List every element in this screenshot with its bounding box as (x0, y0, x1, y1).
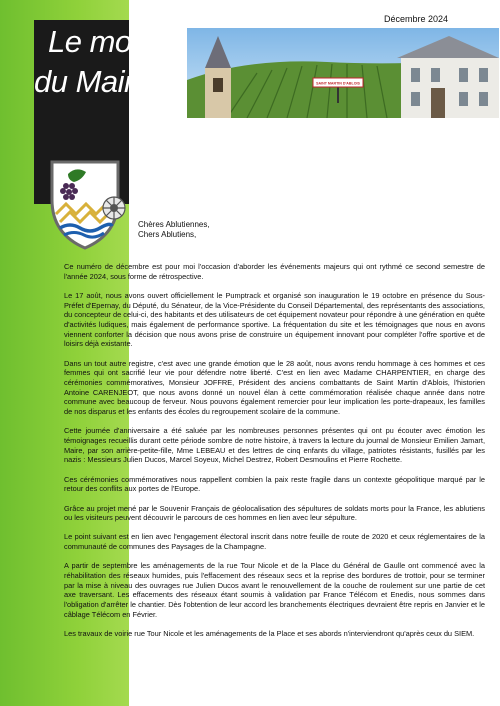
village-banner-image (187, 28, 499, 118)
title-line-1: Le mot (48, 24, 140, 59)
title-line-2: du Maire (34, 64, 151, 99)
paragraph: Dans un tout autre registre, c'est avec une grande émotion que le 28 août, nous avons rendu hommage à ces hommes et ces femmes qui ont sacrifié leur vie pour défendre notre liberté. C'est en lien avec Madame CHARPENTIER, en charge des cérémonies commémoratives, Monsieur JOFFRE, Président des anciens combattants de Saint Martin d'Ablois, l'historien Antoine CARENJEOT, que nous avons donné un nouvel élan à cette commémoration réalisée chaque année dans notre commune avec beaucoup de ferveur. Nous pouvons également remercier pour leur implication les porte-drapeaux, les familles de nos disparus et les enfants des écoles du regroupement scolaire de la commune. (64, 358, 485, 417)
issue-date: Décembre 2024 (384, 14, 449, 24)
paragraph: Grâce au projet mené par le Souvenir Français de géolocalisation des sépultures de soldats morts pour la France, les ablutiens ou les visiteurs peuvent découvrir le parcours de ces hommes en lien avec leur sépulture. (64, 503, 485, 523)
greeting-line-2: Chers Ablutiens, (138, 230, 197, 239)
greeting (138, 220, 210, 240)
paragraph: Le 17 août, nous avons ouvert officiellement le Pumptrack et organisé son inauguration le 19 octobre en présence du Sous-Préfet d'Epernay, du Député, du Sénateur, de la Vice-Présidente du Conseil Départemental, des représentants des associations, du concepteur de celui-ci, des habitants et des utilisateurs de cet équipement novateur pour répondre à une génération en quête d'activités ludiques, mais également de performance sportive. La fréquentation du site et les témoignages que nous en avons viennent conforter la décision que nous avons prise de construire un équipement innovant pour compléter l'offre sportive et de loisirs déjà existante. (64, 290, 485, 349)
paragraph: Cette journée d'anniversaire a été saluée par les nombreuses personnes présentes qui ont pu écouter avec émotion les témoignages recueillis durant cette période sombre de notre histoire, à travers la lecture du journal de Monsieur Emilien Jamart, Maire, par son arrière-petite-fille, Mme LEBEAU et des lettres de cinq enfants du village, patriotes résistants, fusillés par les nazis : Messieurs Julien Ducos, Marcel Soyeux, Michel Destrez, Robert Desmoulins et Pierre Rochette. (64, 426, 485, 465)
paragraph: Le point suivant est en lien avec l'engagement électoral inscrit dans notre feuille de route de 2020 et ceux réglementaires de la communauté de communes des Paysages de la Champagne. (64, 532, 485, 552)
paragraph: Ce numéro de décembre est pour moi l'occasion d'aborder les événements majeurs qui ont rythmé ce second semestre de l'année 2024, sous forme de rétrospective. (64, 262, 485, 281)
paragraph: Ces cérémonies commémoratives nous rappellent combien la paix reste fragile dans un contexte géopolitique marqué par le retour des conflits aux portes de l'Europe. (64, 474, 485, 494)
village-sign-text: SAINT MARTIN D'ABLOIS (316, 81, 360, 86)
letter-body (64, 262, 485, 648)
mill-wheel-icon (103, 197, 125, 219)
paragraph: Les travaux de voirie rue Tour Nicole et les aménagements de la Place et ses abords n'interviendront qu'après ceux du SIEM. (64, 629, 475, 639)
village-crest-emblem (46, 156, 132, 252)
paragraph: A partir de septembre les aménagements de la rue Tour Nicole et de la Place du Général de Gaulle ont commencé avec la réhabilitation des réseaux humides, puis l'effacement des réseaux secs et la reprise des bordures de trottoir, pour se terminer par la mise à niveau des ouvrages rue Julien Ducos avant le renouvellement de la couche de roulement sur une partie de cet axe traversant. Les effacements des réseaux étant soumis à validation par France Télécom et Enedis, nous sommes dans l'obligation d'arrêter le chantier. Dès l'obtention de leur accord les branchements électriques devraient être repris en Janvier et le câblage Télécom en Février. (64, 561, 485, 619)
greeting-line-1: Chères Ablutiennes, (138, 220, 210, 229)
